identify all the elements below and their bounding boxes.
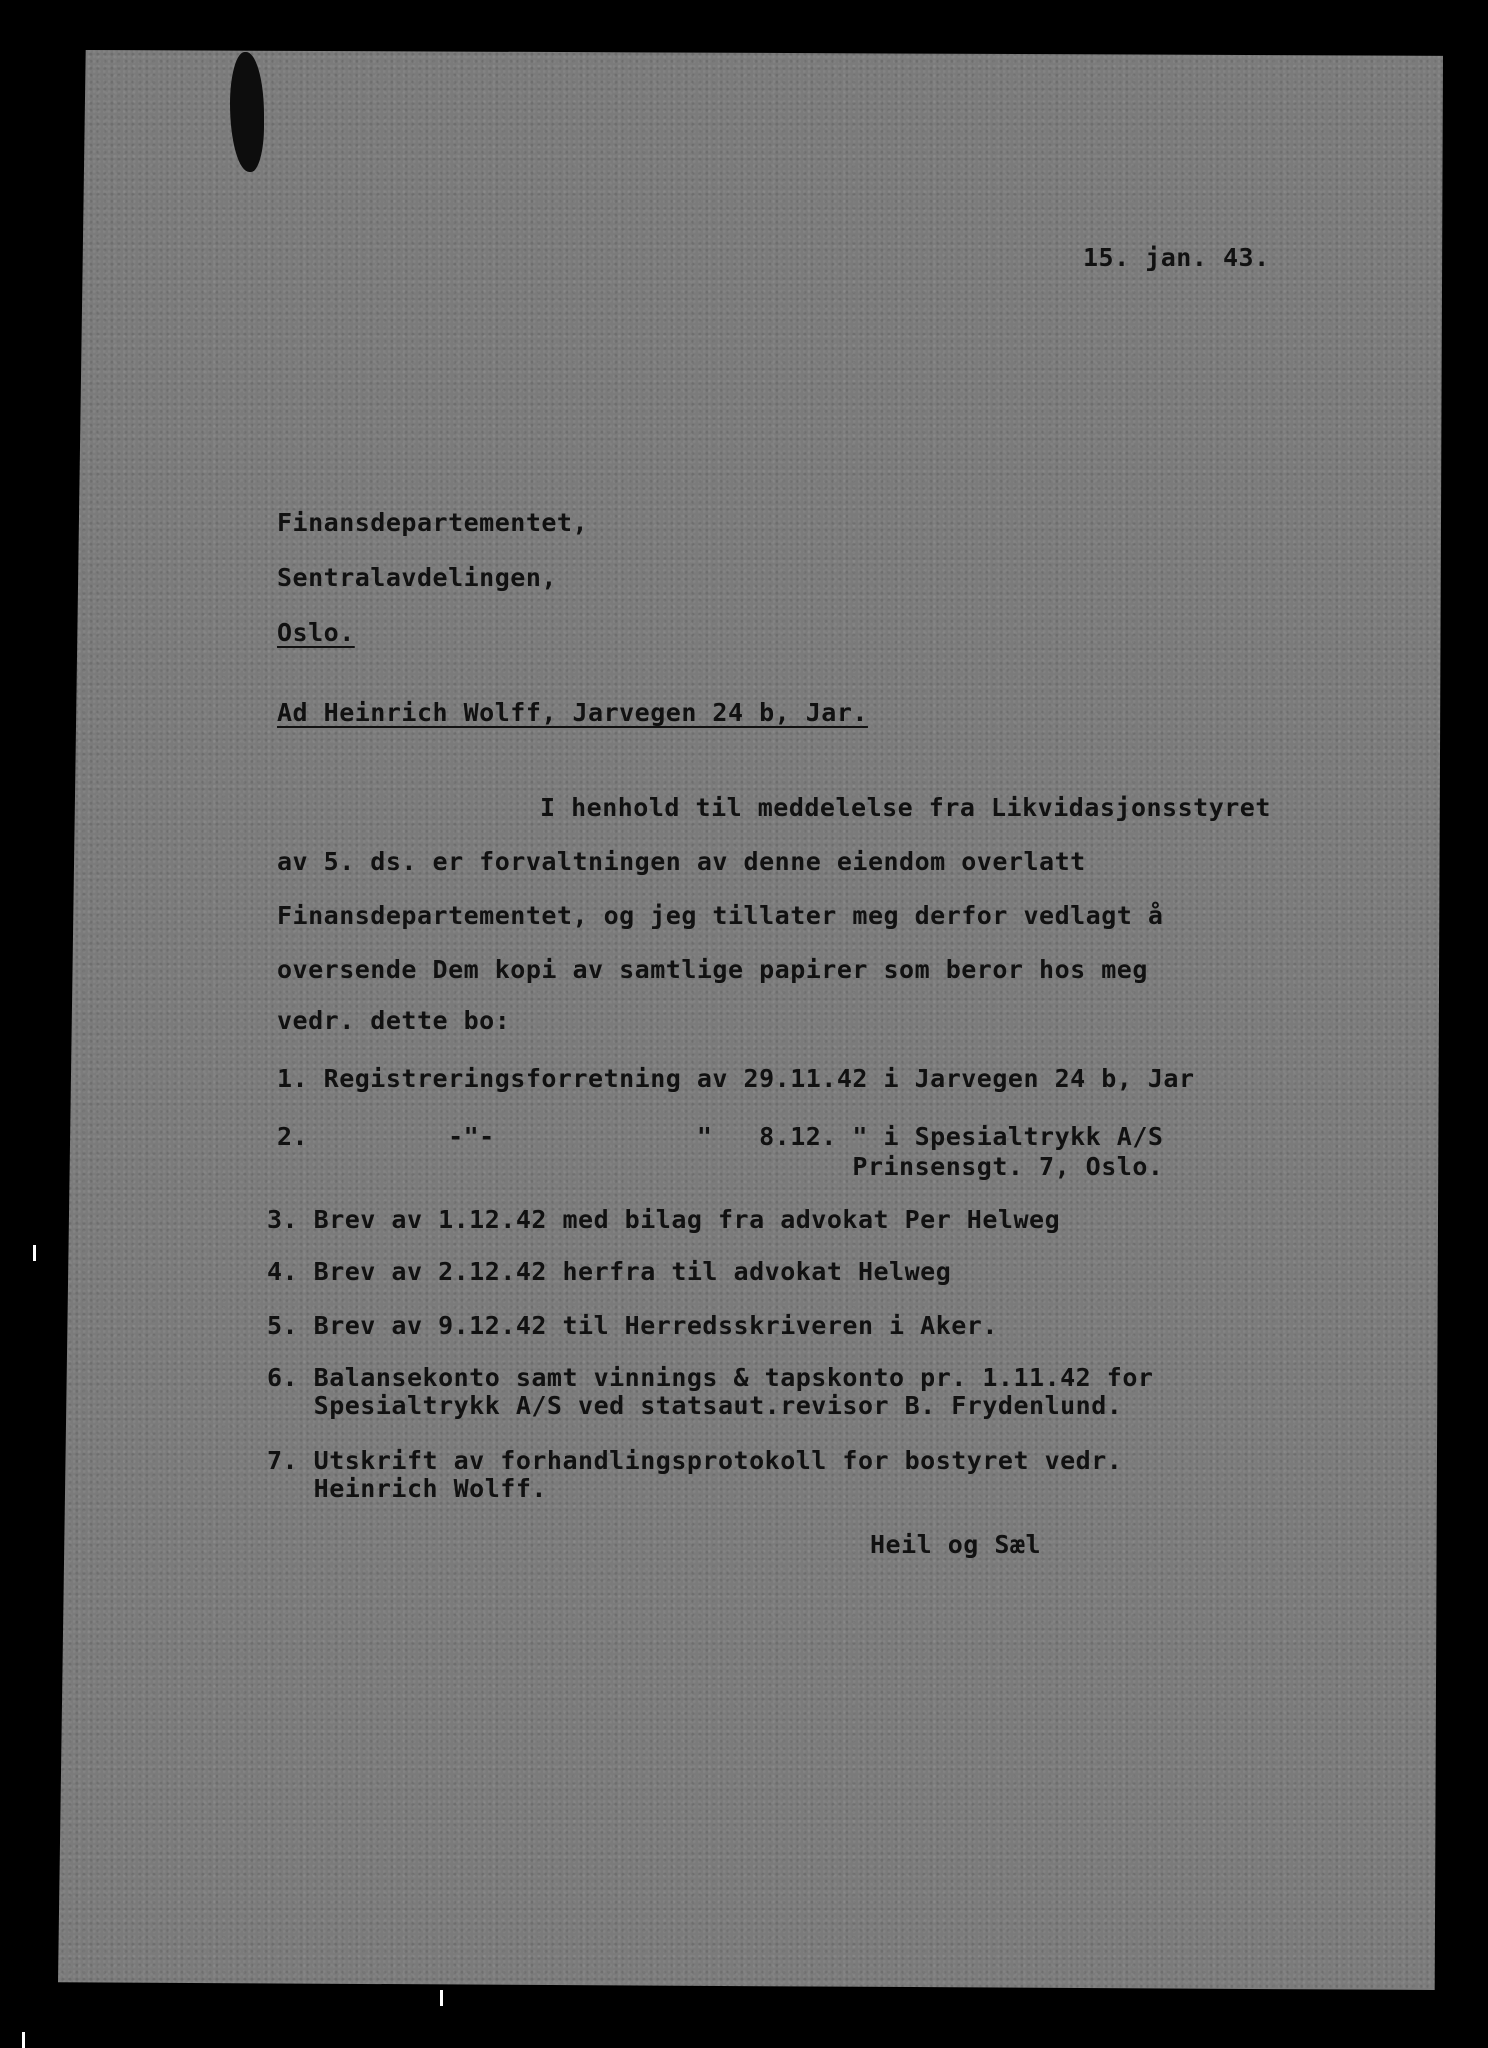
scan-speck (440, 1990, 443, 2006)
body-line-2: av 5. ds. er forvaltningen av denne eiendom overlatt (277, 847, 1086, 876)
enclosure-item-2: 2. -"- " 8.12. " i Spesialtrykk A/S (277, 1122, 1164, 1151)
subject-line: Ad Heinrich Wolff, Jarvegen 24 b, Jar. (277, 698, 868, 727)
closing-salutation: Heil og Sæl (870, 1530, 1042, 1559)
scan-speck (33, 1245, 36, 1261)
enclosure-item-2-cont: Prinsensgt. 7, Oslo. (277, 1152, 1164, 1181)
letter-date: 15. jan. 43. (1083, 243, 1270, 272)
body-line-3: Finansdepartementet, og jeg tillater meg derfor vedlagt å (277, 901, 1164, 930)
enclosure-item-6-cont: Spesialtrykk A/S ved statsaut.revisor B. Frydenlund. (267, 1391, 1123, 1420)
body-line-4: oversende Dem kopi av samtlige papirer som beror hos meg (277, 955, 1148, 984)
enclosure-item-3: 3. Brev av 1.12.42 med bilag fra advokat Per Helweg (267, 1205, 1061, 1234)
scan-speck (22, 2032, 25, 2048)
enclosure-item-6: 6. Balansekonto samt vinnings & tapskonto pr. 1.11.42 for (267, 1363, 1154, 1392)
body-line-1: I henhold til meddelelse fra Likvidasjonsstyret (540, 793, 1271, 822)
enclosure-item-5: 5. Brev av 9.12.42 til Herredsskriveren i Aker. (267, 1311, 998, 1340)
recipient-line-2: Sentralavdelingen, (277, 563, 557, 592)
enclosure-item-1: 1. Registreringsforretning av 29.11.42 i Jarvegen 24 b, Jar (277, 1064, 1195, 1093)
enclosure-item-4: 4. Brev av 2.12.42 herfra til advokat Helweg (267, 1257, 952, 1286)
recipient-line-1: Finansdepartementet, (277, 508, 589, 537)
body-line-5: vedr. dette bo: (277, 1006, 511, 1035)
enclosure-item-7-cont: Heinrich Wolff. (267, 1474, 547, 1503)
letter-page (58, 50, 1443, 1990)
enclosure-item-7: 7. Utskrift av forhandlingsprotokoll for bostyret vedr. (267, 1446, 1123, 1475)
recipient-line-3: Oslo. (277, 618, 355, 647)
